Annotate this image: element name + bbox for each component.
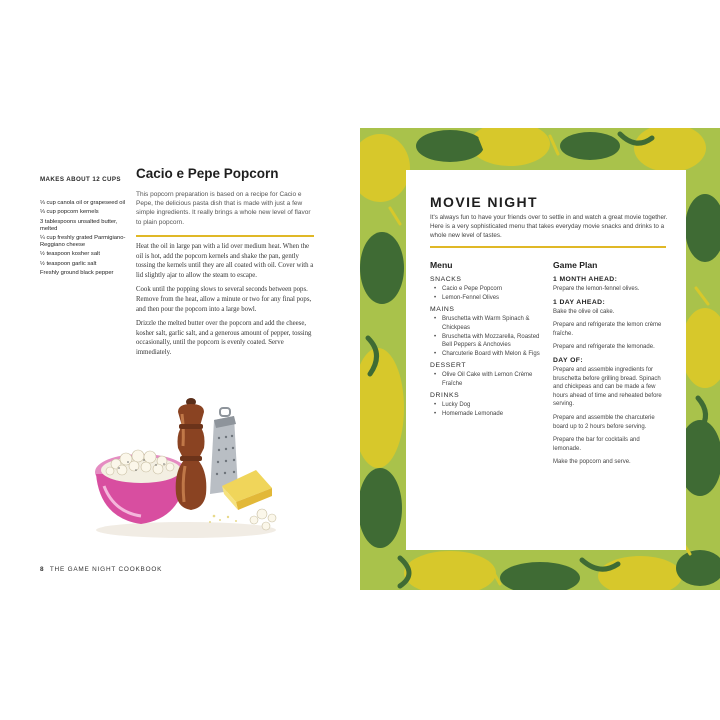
ingredient-item: Freshly ground black pepper bbox=[40, 269, 114, 276]
ingredient-item: ½ teaspoon kosher salt bbox=[40, 251, 100, 258]
plan-item: Prepare and assemble ingredients for bruschetta before grilling bread. Spinach and chickpeas and can be made a few hours ahead of time and reheated before serving. bbox=[553, 366, 662, 408]
page-footer bbox=[40, 566, 162, 573]
recipe-step: Cook until the popping slows to several seconds between pops. Remove from the heat, allow a minute or two for any final pops, and then pour the popcorn into a large bowl. bbox=[136, 286, 312, 313]
recipe-step: Drizzle the melted butter over the popcorn and add the cheese, kosher salt, garlic salt, and a generous amount of pepper, tossing occasionally, until the popcorn is evenly coated. Serve immediately. bbox=[136, 320, 312, 356]
menu-section-snacks: SNACKS bbox=[430, 276, 462, 283]
recipe-intro: This popcorn preparation is based on a recipe for Cacio e Pepe, the delicious pasta dish that is made with just a few simple ingredients. It really brings a whole new level of flavor to plain popcorn. bbox=[136, 191, 311, 226]
left-page bbox=[0, 128, 360, 590]
plan-item: Prepare and assemble the charcuterie board up to 2 hours before serving. bbox=[553, 414, 655, 430]
menu-item: • Lemon-Fennel Olives bbox=[430, 294, 542, 302]
menu-item: • Charcuterie Board with Melon & Figs bbox=[430, 350, 542, 358]
menu-list-dessert bbox=[430, 371, 542, 387]
ingredient-item: ¼ cup freshly grated Parmigiano-Reggiano cheese bbox=[40, 234, 126, 248]
menu-item: • Bruschetta with Mozzarella, Roasted Bell Peppers & Anchovies bbox=[430, 333, 542, 349]
plan-section-month: 1 MONTH AHEAD: bbox=[553, 276, 618, 283]
menu-list-drinks bbox=[430, 401, 542, 418]
menu-column bbox=[430, 260, 542, 420]
menu-item: • Olive Oil Cake with Lemon Crème Fraîche bbox=[430, 371, 542, 387]
plan-item: Prepare and refrigerate the lemon crème fraîche. bbox=[553, 322, 662, 337]
plan-item: Bake the olive oil cake. bbox=[553, 308, 615, 315]
game-plan-column bbox=[553, 260, 669, 472]
menu-item: • Lucky Dog bbox=[430, 401, 542, 409]
ingredient-list bbox=[40, 200, 128, 279]
page-number: 8 bbox=[40, 566, 45, 573]
ingredient-item: 3 tablespoons unsalted butter, melted bbox=[40, 218, 118, 232]
plan-item: Prepare the lemon-fennel olives. bbox=[553, 286, 640, 292]
plan-section-day-ahead: 1 DAY AHEAD: bbox=[553, 298, 606, 306]
menu-section-drinks: DRINKS bbox=[430, 391, 460, 399]
recipe-steps bbox=[136, 242, 314, 363]
pepper-mill-icon bbox=[176, 398, 207, 510]
menu-item: • Homemade Lemonade bbox=[430, 410, 542, 418]
ingredient-item: ½ teaspoon garlic salt bbox=[40, 260, 97, 267]
menu-item: • Bruschetta with Warm Spinach & Chickpeas bbox=[430, 315, 542, 331]
game-plan-heading: Game Plan bbox=[553, 260, 598, 270]
popcorn-bowl-icon bbox=[95, 450, 187, 524]
plan-item: Prepare the bar for cocktails and lemonade. bbox=[553, 437, 640, 452]
book-title: THE GAME NIGHT COOKBOOK bbox=[49, 566, 163, 573]
accent-divider bbox=[136, 235, 314, 237]
recipe-yield: MAKES ABOUT 12 CUPS bbox=[40, 176, 121, 183]
menu-section-dessert: DESSERT bbox=[430, 362, 467, 370]
plan-item: Prepare and refrigerate the lemonade. bbox=[553, 344, 655, 351]
right-page bbox=[360, 128, 720, 590]
accent-divider bbox=[430, 246, 666, 248]
menu-list-snacks bbox=[430, 285, 542, 302]
card-intro: It's always fun to have your friends over to settle in and watch a great movie together. Here is a very sophisticated menu that takes everyday movie snacks and drinks to a whole new level of tastes. bbox=[430, 214, 668, 239]
recipe-title: Cacio e Pepe Popcorn bbox=[136, 166, 279, 181]
menu-card bbox=[406, 170, 686, 550]
popcorn-illustration bbox=[86, 390, 296, 550]
plan-item: Make the popcorn and serve. bbox=[553, 459, 631, 466]
ingredient-item: ⅓ cup popcorn kernels bbox=[40, 209, 99, 216]
menu-section-mains: MAINS bbox=[430, 306, 455, 314]
menu-heading: Menu bbox=[430, 260, 453, 270]
menu-item: • Cacio e Pepe Popcorn bbox=[430, 285, 542, 293]
plan-section-day-of: DAY OF: bbox=[553, 356, 583, 364]
card-title: MOVIE NIGHT bbox=[430, 194, 538, 210]
ingredient-item: ⅓ cup canola oil or grapeseed oil bbox=[40, 200, 126, 206]
menu-list-mains bbox=[430, 315, 542, 358]
recipe-step: Heat the oil in large pan with a lid over medium heat. When the oil is hot, add the popcorn kernels and shake the pan, gently tossing the kernels until they are all coated with oil. Cover with a lid slightly ajar to allow the steam to escape. bbox=[136, 243, 314, 279]
